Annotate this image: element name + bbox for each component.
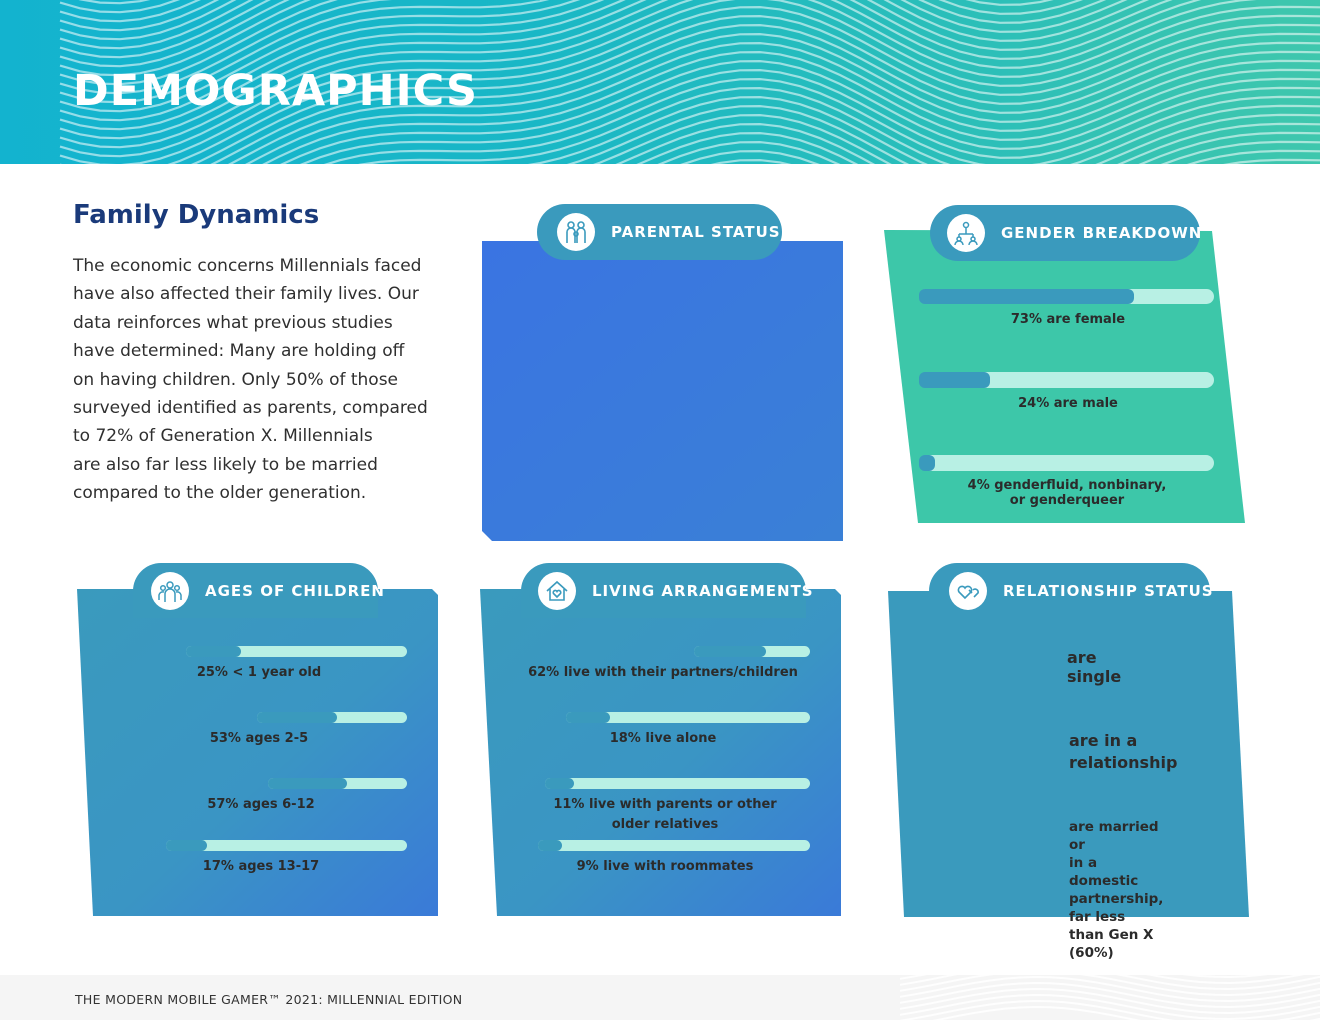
gender-breakdown-header	[930, 205, 1203, 261]
relationship-title: RELATIONSHIP STATUS	[1003, 581, 1214, 600]
ages-label: 53% ages 2-5	[209, 731, 309, 746]
intro-line: on having children. Only 50% of those	[73, 369, 399, 390]
label-line: are in a	[1069, 731, 1138, 750]
living-bar	[694, 646, 810, 657]
intro-line: have determined: Many are holding off	[73, 341, 405, 362]
footer-text: THE MODERN MOBILE GAMER™ 2021: MILLENNIAL EDITION	[75, 992, 463, 1007]
intro-line: to 72% of Generation X. Millennials	[73, 426, 373, 447]
relationship-single: are single	[1067, 648, 1122, 686]
page-footer	[0, 975, 1320, 1020]
gender-label-male: 24% are male	[1018, 396, 1118, 411]
label-line: in a domestic	[1069, 855, 1139, 889]
living-bar	[545, 778, 810, 789]
intro-line: surveyed identified as parents, compared	[73, 398, 428, 419]
relationship-in-relationship	[1069, 730, 1177, 774]
living-bar	[538, 840, 810, 851]
living-bar-fill	[538, 840, 562, 851]
gender-breakdown-title: GENDER BREAKDOWN	[1001, 224, 1203, 242]
parental-status-header	[537, 204, 782, 260]
label-line: 11% live with parents or other	[553, 797, 777, 812]
relationship-married	[1069, 818, 1163, 962]
people-network-icon	[947, 214, 985, 252]
ages-bar-fill	[186, 646, 241, 657]
ages-label: 25% < 1 year old	[196, 665, 322, 680]
ages-bar-fill	[257, 712, 337, 723]
living-label: 62% live with their partners/children	[528, 665, 798, 680]
ages-bar	[268, 778, 407, 789]
label-line: relationship	[1069, 753, 1178, 772]
label-line: or genderqueer	[1009, 493, 1125, 508]
living-label	[510, 795, 820, 835]
living-bar	[566, 712, 810, 723]
gender-bar-fill	[919, 455, 935, 471]
living-label: 9% live with roommates	[576, 859, 754, 874]
gender-bar-fill	[919, 289, 1134, 304]
children-icon	[151, 572, 189, 610]
gender-label-nonbinary	[919, 478, 1215, 508]
parental-status-panel	[482, 241, 844, 541]
label-line: than Gen X (60%)	[1069, 927, 1154, 961]
intro-line: have also affected their family lives. Our	[73, 284, 419, 305]
family-icon	[557, 213, 595, 251]
header-banner	[0, 0, 1320, 164]
ages-bar	[257, 712, 407, 723]
living-label: 18% live alone	[609, 731, 717, 746]
ages-label: 17% ages 13-17	[202, 859, 320, 874]
living-bar-fill	[545, 778, 574, 789]
gender-bar-nonbinary	[919, 455, 1214, 471]
hearts-icon	[949, 572, 987, 610]
ages-bar	[186, 646, 407, 657]
relationship-header	[929, 563, 1214, 618]
page-title: DEMOGRAPHICS	[73, 66, 478, 116]
living-bar-fill	[694, 646, 766, 657]
ages-header	[133, 563, 385, 618]
label-line: 4% genderfluid, nonbinary,	[967, 478, 1167, 493]
parental-status-title: PARENTAL STATUS	[611, 223, 781, 241]
label-line: partnership, far less	[1069, 891, 1164, 925]
label-line: are married or	[1069, 819, 1159, 853]
home-heart-icon	[538, 572, 576, 610]
intro-paragraph	[73, 252, 448, 508]
intro-line: are also far less likely to be married	[73, 454, 378, 475]
gender-bar-fill	[919, 372, 990, 388]
ages-bar-fill	[268, 778, 347, 789]
section-heading: Family Dynamics	[73, 200, 320, 230]
intro-line: data reinforces what previous studies	[73, 312, 393, 333]
label-line: older relatives	[611, 817, 719, 832]
ages-title: AGES OF CHILDREN	[205, 581, 385, 600]
ages-bar	[166, 840, 407, 851]
gender-bar-female	[919, 289, 1214, 304]
gender-label-female: 73% are female	[1010, 312, 1126, 327]
ages-bar-fill	[166, 840, 207, 851]
intro-line: The economic concerns Millennials faced	[73, 256, 422, 276]
living-header	[521, 563, 814, 618]
intro-line: compared to the older generation.	[73, 483, 367, 504]
living-bar-fill	[566, 712, 610, 723]
ages-label: 57% ages 6-12	[207, 797, 315, 812]
living-title: LIVING ARRANGEMENTS	[592, 581, 814, 600]
gender-bar-male	[919, 372, 1214, 388]
